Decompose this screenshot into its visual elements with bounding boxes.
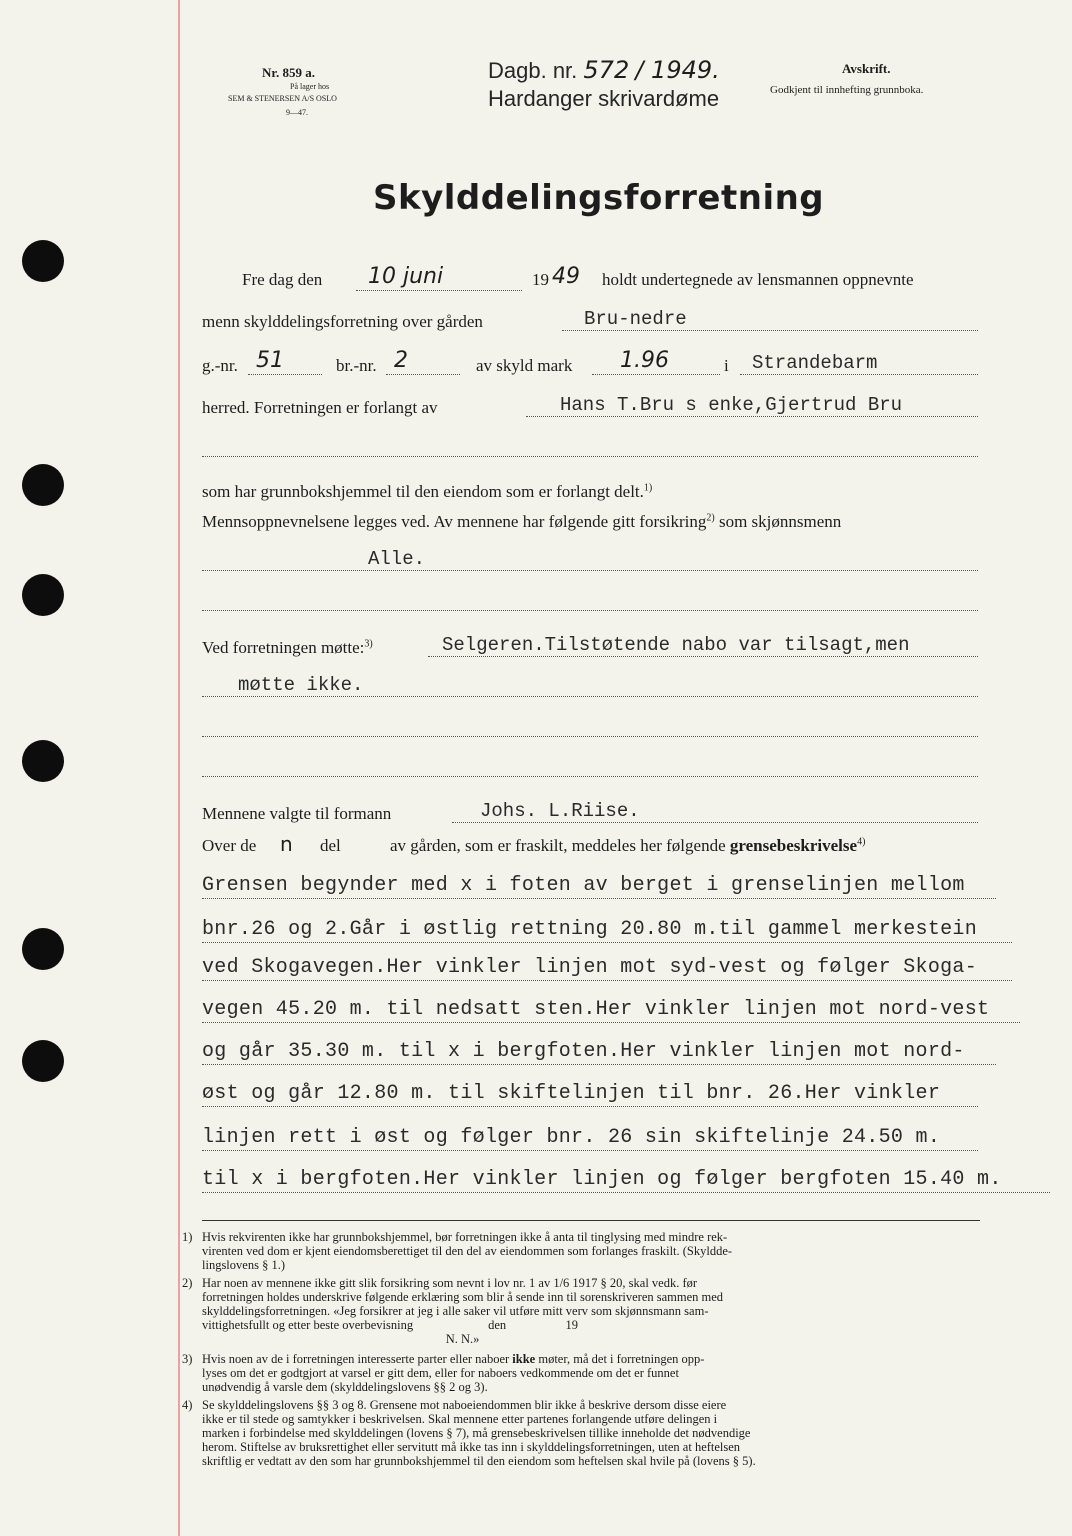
grense-line: ved Skogavegen.Her vinkler linjen mot syd-vest og følger Skoga- (202, 956, 978, 979)
form-label: Fre dag den (242, 270, 323, 289)
year-field: 49 (552, 264, 580, 289)
grense-line: vegen 45.20 m. til nedsatt sten.Her vinkler linjen mot nord-vest (202, 998, 990, 1021)
dagbok-label: Dagb. nr. (488, 58, 578, 83)
binder-hole (22, 740, 64, 782)
grense-line: og går 35.30 m. til x i bergfoten.Her vinkler linjen mot nord- (202, 1040, 965, 1063)
court-stamp: Hardanger skrivardøme (488, 86, 720, 111)
grense-line: til x i bergfoten.Her vinkler linjen og følger bergfoten 15.40 m. (202, 1168, 1002, 1191)
footnote-divider (202, 1220, 980, 1221)
form-label: Over de (202, 836, 257, 855)
footnote: 4) Se skylddelingslovens §§ 3 og 8. Grensene mot naboeiendommen blir ikke å beskrive dersom disse eiere ikke er til stede og samtykker i beskrivelsen. Skal mennene etter partenes forlangende utføre delingen i marken i forbindelse med skylddelingen (lovens § 7), må grensebeskrivelsen tillike inneholde det nødvendige herom. Stiftelse av bruksrettighet eller servitutt må ikke tas inn i skylddelingsforretningen, uten at heftelsen skriftlig er vedtatt av den som har grunnbokshjemmel til den eiendom som heftelsen skal hvile på (lovens § 5). (182, 1398, 756, 1468)
municipality-field: Strandebarm (752, 352, 878, 374)
mote-label: Ved forretningen møtte:$^{3)}$ (202, 638, 373, 657)
binder-hole (22, 1040, 64, 1082)
form-number: Nr. 859 a. (262, 65, 315, 80)
margin-line (178, 0, 180, 1536)
form-label: menn skylddelingsforretning over gården (202, 312, 483, 331)
grense-line: øst og går 12.80 m. til skiftelinjen til bnr. 26.Her vinkler (202, 1082, 941, 1105)
grense-line: bnr.26 og 2.Går i østlig rettning 20.80 m.til gammel merkestein (202, 918, 978, 941)
binder-hole (22, 464, 64, 506)
i-label: i (724, 356, 729, 375)
grense-line: Grensen begynder med x i foten av berget i grenselinjen mellom (202, 874, 965, 897)
publisher-line: SEM & STENERSEN A/S OSLO (228, 94, 337, 103)
binder-hole (22, 928, 64, 970)
year-prefix: 19 (532, 270, 549, 289)
forsikring-field: Alle. (368, 548, 426, 570)
form-label: Mennsoppnevnelsene legges ved. Av mennene har følgende gitt forsikring$^{2)}$ som skjønnsmenn (202, 512, 842, 531)
footnote: 1) Hvis rekvirenten ikke har grunnbokshjemmel, bør forretningen ikke å anta til tinglysing med mindre rek- virenten ved dom er kjent eiendomsberettiget til den del av eiendommen som forlanges fraskilt. (Skyldde- lingslovens § 1.) (182, 1230, 733, 1272)
binder-hole (22, 574, 64, 616)
mote-field: møtte ikke. (238, 674, 364, 696)
dagbok-year: / 1949. (635, 56, 720, 84)
publisher-line: På lager hos (290, 82, 330, 91)
godkjent-note: Godkjent til innhefting grunnboka. (770, 84, 924, 96)
bnr-label: br.-nr. (336, 356, 377, 375)
over-letter: n (280, 832, 293, 856)
binder-hole (22, 240, 64, 282)
edition-date: 9—47. (286, 108, 308, 117)
footnote: 3) Hvis noen av de i forretningen interesserte parter eller naboer ikke møter, må det i forretningen opp- lyses om det er godtgjort at varsel er gitt dem, eller for naboers vedkommende om det er funnet unødvendig å varsle dem (skylddelingslovens §§ 2 og 3). (182, 1352, 705, 1394)
dagbok-stamp (488, 56, 720, 84)
dagbok-number: 572 (583, 56, 630, 84)
form-label: som har grunnbokshjemmel til den eiendom som er forlangt delt.$^{1)}$ (202, 482, 653, 501)
requested-by-field: Hans T.Bru s enke,Gjertrud Bru (560, 394, 903, 416)
farm-name: Bru-nedre (584, 308, 687, 330)
formann-label: Mennene valgte til formann (202, 804, 392, 823)
skyld-label: av skyld mark (476, 356, 573, 375)
avskrift-label: Avskrift. (842, 61, 891, 76)
form-label: holdt undertegnede av lensmannen oppnevnte (602, 270, 914, 289)
grense-line: linjen rett i øst og følger bnr. 26 sin skiftelinje 24.50 m. (202, 1126, 941, 1149)
document-title: Skylddelingsforretning (373, 178, 825, 218)
gnr-field: 51 (256, 348, 284, 373)
form-label: herred. Forretningen er forlangt av (202, 398, 438, 417)
skyld-field: 1.96 (620, 348, 669, 373)
formann-field: Johs. L.Riise. (480, 800, 640, 822)
gnr-label: g.-nr. (202, 356, 238, 375)
footnote: 2) Har noen av mennene ikke gitt slik forsikring som nevnt i lov nr. 1 av 1/6 1917 § 20, skal vedk. før forretningen holdes underskrive følgende erklæring som blir å sende inn til sorenskriveren sammen med skylddelingsforretningen. «Jeg forsikrer at jeg i alle saker vil utføre mitt verv som skjønnsmann sam- vittighetsfullt og etter beste overbevisning den 19 N. N.» (182, 1276, 724, 1346)
form-label: del (320, 836, 341, 855)
bnr-field: 2 (394, 348, 408, 373)
date-field: 10 juni (368, 264, 444, 289)
mote-field: Selgeren.Tilstøtende nabo var tilsagt,men (442, 634, 910, 656)
form-label: av gården, som er fraskilt, meddeles her følgende grensebeskrivelse$^{4)}$ (390, 836, 866, 855)
